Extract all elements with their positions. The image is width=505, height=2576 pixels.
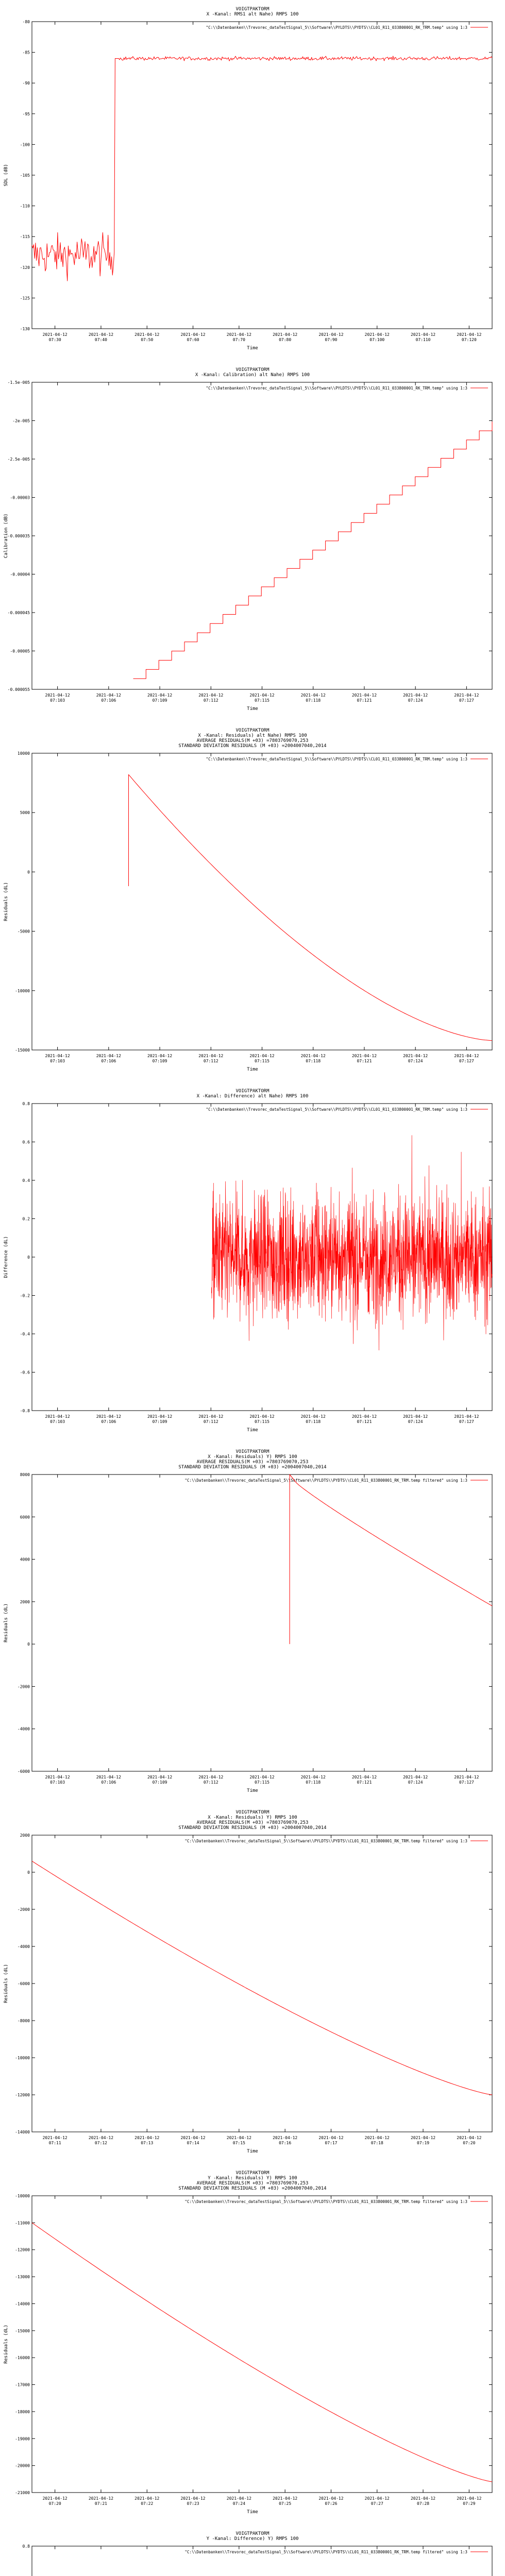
y-tick-label: 0 [27,870,30,875]
x-tick-label: 07:15 [232,2141,245,2145]
x-tick-label: 2021-04-12 [403,693,428,698]
x-tick-label: 2021-04-12 [134,2136,160,2140]
x-tick-label: 2021-04-12 [410,2496,436,2501]
x-tick-label: 07:127 [459,1419,474,1424]
y-tick-label: 0.8 [22,2544,30,2549]
x-tick-label: 07:50 [141,337,154,342]
y-tick-label: 0.4 [22,1178,30,1183]
x-tick-label: 07:20 [463,2141,476,2145]
y-axis-label: Residuals (dL) [4,1964,9,2003]
x-tick-label: 07:118 [306,698,321,703]
x-tick-label: 07:60 [187,337,199,342]
x-tick-label: 2021-04-12 [454,1775,479,1780]
legend-entry: "C:\\Datenbanken\\Trevorec_dataTestSignal_5\\Software\\PYLDTS\\PYDTS\\CL01_R11_033800001_RK_TRM.temp filtered" using 1:3 [184,2199,467,2204]
chart-panel-4 [4,1089,492,1433]
y-axis-label: SDL (dB) [4,164,9,187]
x-tick-label: 07:115 [255,1059,270,1063]
chart-title-line: X -Kanal: Residuals) Y) RMPS 100 [208,1815,297,1820]
chart-panel-8 [4,2531,492,2576]
chart-title-line: X -Kanal: Residuals) Y) RMPS 100 [208,1454,297,1460]
x-tick-label: 07:21 [94,2501,107,2506]
x-tick-label: 07:115 [255,1419,270,1424]
x-tick-label: 07:121 [357,1419,372,1424]
x-tick-label: 2021-04-12 [96,1054,121,1058]
x-tick-label: 07:25 [279,2501,292,2506]
legend-entry: "C:\\Datenbanken\\Trevorec_dataTestSignal_5\\Software\\PYLDTS\\PYDTS\\CL01_R11_033800001_RK_TRM.temp" using 1:3 [206,757,467,761]
y-tick-label: -14000 [15,2130,30,2134]
y-tick-label: 0 [27,1255,30,1260]
x-axis-label: Time [247,2149,258,2154]
chart-panel-5 [4,1449,492,1793]
x-tick-label: 07:40 [94,337,107,342]
x-tick-label: 2021-04-12 [134,2496,160,2501]
y-tick-label: -17000 [15,2382,30,2387]
y-tick-label: 0.6 [22,1140,30,1145]
y-tick-label: 0 [27,1642,30,1647]
x-tick-label: 2021-04-12 [351,1414,377,1419]
y-tick-label: -13000 [15,2275,30,2280]
y-tick-label: -4000 [17,1726,30,1732]
x-tick-label: 2021-04-12 [147,1414,173,1419]
chart-title-line: STANDARD DEVIATION RESIDUALS (M +03) =2004007040,2014 [178,1825,327,1831]
chart-title-line: X -Kanal: RMS1 alt Nahe) RMPS 100 [206,12,299,17]
x-tick-label: 2021-04-12 [45,693,70,698]
plot-frame [32,382,492,689]
x-tick-label: 07:109 [152,1780,167,1785]
x-tick-label: 2021-04-12 [351,693,377,698]
x-tick-label: 07:27 [371,2501,383,2506]
y-tick-label: -12000 [15,2093,30,2097]
y-tick-label: -0.00004 [10,572,30,577]
x-tick-label: 2021-04-12 [96,1775,121,1780]
legend-entry: "C:\\Datenbanken\\Trevorec_dataTestSignal_5\\Software\\PYLDTS\\PYDTS\\CL01_R11_033800001_RK_TRM.temp" using 1:3 [206,1107,467,1112]
series-line [290,1475,492,1644]
x-tick-label: 07:19 [417,2141,430,2145]
y-tick-label: -130 [20,327,30,331]
y-tick-label: -15000 [15,1048,30,1053]
x-tick-label: 07:118 [306,1780,321,1785]
x-tick-label: 07:106 [101,1419,116,1424]
y-tick-label: -14000 [15,2301,30,2307]
x-tick-label: 07:112 [203,698,218,703]
x-tick-label: 2021-04-12 [45,1414,70,1419]
y-tick-label: -15000 [15,2328,30,2333]
x-tick-label: 07:118 [306,1059,321,1063]
chart-panel-2 [4,367,492,711]
x-tick-label: 2021-04-12 [410,332,436,337]
y-tick-label: -100 [20,142,30,147]
y-tick-label: -0.2 [20,1293,30,1298]
x-tick-label: 2021-04-12 [96,693,121,698]
chart-title-line: STANDARD DEVIATION RESIDUALS (M +03) =2004007040,2014 [178,2186,327,2191]
y-tick-label: -80 [22,20,30,24]
x-tick-label: 07:103 [50,698,65,703]
chart-title-line: STANDARD DEVIATION RESIDUALS (M +03) =2004007040,2014 [178,743,327,749]
plot-frame [32,1475,492,1771]
series-line [129,775,493,1041]
series-line [32,1861,492,2095]
y-tick-label: 4000 [20,1557,30,1562]
x-tick-label: 07:124 [408,1780,423,1785]
x-axis-label: Time [247,346,258,351]
x-tick-label: 07:103 [50,1419,65,1424]
x-tick-label: 07:106 [101,1059,116,1063]
x-tick-label: 2021-04-12 [364,2136,390,2140]
x-tick-label: 07:16 [279,2141,292,2145]
x-tick-label: 07:100 [369,337,385,342]
x-tick-label: 2021-04-12 [318,2136,344,2140]
chart-title-line: VOIGTPAKTORM [235,1810,270,1815]
chart-title-line: VOIGTPAKTORM [235,367,270,372]
x-tick-label: 2021-04-12 [226,2496,251,2501]
legend-entry: "C:\\Datenbanken\\Trevorec_dataTestSignal_5\\Software\\PYLDTS\\PYDTS\\CL01_R11_033800001_RK_TRM.temp filtered" using 1:3 [184,1478,467,1483]
x-tick-label: 07:124 [408,698,423,703]
x-tick-label: 07:22 [141,2501,154,2506]
y-axis-label: Residuals (dL) [4,882,9,921]
x-tick-label: 07:120 [461,337,477,342]
x-tick-label: 2021-04-12 [457,2136,482,2140]
y-tick-label: 5000 [20,810,30,816]
y-tick-label: -125 [20,296,30,301]
plot-frame [32,2196,492,2493]
x-tick-label: 07:109 [152,1059,167,1063]
x-axis-label: Time [247,1788,258,1793]
y-tick-label: -12000 [15,2247,30,2252]
chart-title-line: AVERAGE RESIDUALS(M +03) =7803769070,253 [196,1820,309,1825]
chart-panel-6 [4,1810,492,2154]
y-tick-label: -105 [20,173,30,178]
y-tick-label: -85 [22,50,30,55]
y-tick-label: -6000 [17,1769,30,1774]
x-tick-label: 07:121 [357,1780,372,1785]
x-tick-label: 07:28 [417,2501,430,2506]
legend-entry: "C:\\Datenbanken\\Trevorec_dataTestSignal_5\\Software\\PYLDTS\\PYDTS\\CL01_R11_033800001_RK_TRM.temp filtered" using 1:3 [184,1839,467,1843]
y-tick-label: 6000 [20,1515,30,1520]
x-tick-label: 07:80 [279,337,292,342]
x-tick-label: 07:127 [459,698,474,703]
y-tick-label: 0.8 [22,1101,30,1106]
x-tick-label: 2021-04-12 [42,2496,68,2501]
series-line [32,56,492,281]
x-tick-label: 2021-04-12 [351,1775,377,1780]
y-tick-label: 2000 [20,1599,30,1604]
x-tick-label: 07:112 [203,1780,218,1785]
x-tick-label: 2021-04-12 [198,1414,224,1419]
x-tick-label: 07:121 [357,1059,372,1063]
y-tick-label: -0.000035 [7,534,30,538]
y-tick-label: -2.5e-005 [7,457,30,462]
y-tick-label: 10000 [17,751,30,756]
chart-panel-1 [4,7,492,351]
x-tick-label: 07:90 [325,337,338,342]
chart-title-line: VOIGTPAKTORM [235,2531,270,2536]
x-tick-label: 07:13 [141,2141,154,2145]
y-tick-label: -1.5e-005 [7,380,30,385]
chart-title-line: STANDARD DEVIATION RESIDUALS (M +03) =2004007040,2014 [178,1465,327,1470]
x-tick-label: 07:20 [48,2501,61,2506]
y-tick-label: -10000 [15,988,30,993]
y-tick-label: -10000 [15,2056,30,2060]
x-tick-label: 2021-04-12 [147,1775,173,1780]
y-tick-label: -0.4 [20,1332,30,1336]
y-tick-label: -6000 [17,1981,30,1986]
x-tick-label: 2021-04-12 [198,693,224,698]
chart-title-line: AVERAGE RESIDUALS(M +03) =7803769070,253 [196,1460,309,1465]
chart-title-line: VOIGTPAKTORM [235,1089,270,1094]
x-tick-label: 07:18 [371,2141,383,2145]
chart-panel-7 [4,2171,492,2515]
x-tick-label: 07:118 [306,1419,321,1424]
x-tick-label: 2021-04-12 [226,332,251,337]
x-tick-label: 07:12 [94,2141,107,2145]
x-tick-label: 2021-04-12 [96,1414,121,1419]
x-tick-label: 07:115 [255,1780,270,1785]
y-tick-label: -115 [20,234,30,240]
x-tick-label: 2021-04-12 [249,1414,275,1419]
x-tick-label: 07:124 [408,1059,423,1063]
chart-title-line: VOIGTPAKTORM [235,7,270,12]
x-tick-label: 07:109 [152,698,167,703]
y-axis-label: Residuals (dL) [4,2325,9,2364]
x-tick-label: 2021-04-12 [300,693,326,698]
y-tick-label: -20000 [15,2463,30,2468]
y-axis-label: Residuals (dL) [4,1603,9,1642]
x-tick-label: 07:112 [203,1419,218,1424]
x-tick-label: 2021-04-12 [457,2496,482,2501]
x-tick-label: 2021-04-12 [147,1054,173,1058]
y-tick-label: -21000 [15,2490,30,2495]
x-tick-label: 2021-04-12 [180,332,206,337]
chart-title-line: VOIGTPAKTORM [235,1449,270,1454]
x-tick-label: 2021-04-12 [249,1775,275,1780]
x-tick-label: 07:110 [415,337,431,342]
chart-title-line: X -Kanal: Difference) alt Nahe) RMPS 100 [196,1094,309,1099]
x-tick-label: 2021-04-12 [273,2136,298,2140]
chart-title-line: X -Kanal: Calibration) alt Nahe) RMPS 100 [195,372,310,378]
x-tick-label: 07:17 [325,2141,338,2145]
x-tick-label: 2021-04-12 [457,332,482,337]
x-tick-label: 2021-04-12 [300,1414,326,1419]
y-tick-label: -110 [20,204,30,209]
x-tick-label: 2021-04-12 [42,2136,68,2140]
x-axis-label: Time [247,1067,258,1072]
x-tick-label: 2021-04-12 [45,1054,70,1058]
y-tick-label: -0.000055 [7,687,30,692]
chart-title-line: AVERAGE RESIDUALS(M +03) =7803769070,253 [196,738,309,743]
x-tick-label: 07:103 [50,1780,65,1785]
y-axis-label: Difference (dL) [4,1236,9,1278]
chart-title-line: X -Kanal: Residuals) alt Nahe) RMPS 100 [198,733,307,738]
x-tick-label: 2021-04-12 [403,1054,428,1058]
x-tick-label: 2021-04-12 [134,332,160,337]
x-tick-label: 2021-04-12 [351,1054,377,1058]
x-tick-label: 2021-04-12 [42,332,68,337]
y-tick-label: -18000 [15,2409,30,2414]
x-tick-label: 2021-04-12 [403,1775,428,1780]
x-tick-label: 07:112 [203,1059,218,1063]
y-tick-label: -16000 [15,2355,30,2361]
x-tick-label: 2021-04-12 [300,1775,326,1780]
x-tick-label: 07:109 [152,1419,167,1424]
y-tick-label: -0.00003 [10,495,30,500]
x-tick-label: 2021-04-12 [318,2496,344,2501]
x-tick-label: 2021-04-12 [88,332,114,337]
x-tick-label: 07:127 [459,1780,474,1785]
y-tick-label: -0.6 [20,1370,30,1375]
y-tick-label: 0.2 [22,1216,30,1222]
y-tick-label: -2e-005 [12,418,30,423]
chart-title-line: AVERAGE RESIDUALS(M +03) =7803769070,253 [196,2181,309,2186]
x-tick-label: 2021-04-12 [198,1775,224,1780]
legend-entry: "C:\\Datenbanken\\Trevorec_dataTestSignal_5\\Software\\PYLDTS\\PYDTS\\CL01_R11_033800001_RK_TRM.temp filtered" using 1:3 [184,2550,467,2554]
y-tick-label: -90 [22,81,30,86]
plot-frame [32,753,492,1050]
chart-title-line: VOIGTPAKTORM [235,2171,270,2176]
y-tick-label: -5000 [17,929,30,934]
legend-entry: "C:\\Datenbanken\\Trevorec_dataTestSignal_5\\Software\\PYLDTS\\PYDTS\\CL01_R11_033800001_RK_TRM.temp" using 1:3 [206,25,467,30]
series-line [133,421,493,679]
x-tick-label: 2021-04-12 [180,2136,206,2140]
x-tick-label: 2021-04-12 [45,1775,70,1780]
x-tick-label: 07:11 [48,2141,61,2145]
y-tick-label: 2000 [20,1833,30,1838]
x-tick-label: 2021-04-12 [454,693,479,698]
chart-panel-3 [4,728,492,1072]
plot-frame [32,1835,492,2132]
x-tick-label: 2021-04-12 [410,2136,436,2140]
x-tick-label: 2021-04-12 [300,1054,326,1058]
x-tick-label: 2021-04-12 [147,693,173,698]
y-tick-label: -0.8 [20,1409,30,1413]
chart-title-line: VOIGTPAKTORM [235,728,270,733]
x-tick-label: 2021-04-12 [198,1054,224,1058]
x-tick-label: 2021-04-12 [454,1414,479,1419]
x-axis-label: Time [247,2510,258,2515]
plot-frame [32,22,492,329]
x-tick-label: 07:26 [325,2501,338,2506]
x-tick-label: 07:106 [101,698,116,703]
x-tick-label: 07:70 [232,337,245,342]
x-axis-label: Time [247,706,258,711]
x-tick-label: 2021-04-12 [364,2496,390,2501]
x-tick-label: 07:24 [232,2501,245,2506]
y-tick-label: 0 [27,1870,30,1875]
y-tick-label: -2000 [17,1684,30,1689]
x-tick-label: 07:14 [187,2141,199,2145]
chart-title-line: Y -Kanal: Residuals) Y) RMPS 100 [208,2176,297,2181]
x-tick-label: 2021-04-12 [249,693,275,698]
chart-title-line: Y -Kanal: Difference) Y) RMPS 100 [206,2536,299,2541]
series-line [211,1136,492,1350]
y-tick-label: -4000 [17,1944,30,1949]
x-tick-label: 2021-04-12 [318,332,344,337]
y-axis-label: Calibration (dB) [4,513,9,558]
x-tick-label: 2021-04-12 [403,1414,428,1419]
x-tick-label: 07:30 [48,337,61,342]
x-tick-label: 2021-04-12 [180,2496,206,2501]
y-tick-label: -0.00005 [10,649,30,654]
x-tick-label: 07:23 [187,2501,199,2506]
legend-entry: "C:\\Datenbanken\\Trevorec_dataTestSignal_5\\Software\\PYLDTS\\PYDTS\\CL01_R11_033800001_RK_TRM.temp" using 1:3 [206,386,467,391]
x-tick-label: 2021-04-12 [273,2496,298,2501]
y-tick-label: -2000 [17,1907,30,1912]
x-tick-label: 2021-04-12 [88,2496,114,2501]
x-tick-label: 07:29 [463,2501,476,2506]
x-tick-label: 2021-04-12 [88,2136,114,2140]
x-tick-label: 07:115 [255,698,270,703]
x-tick-label: 07:124 [408,1419,423,1424]
series-line [32,2223,492,2482]
x-tick-label: 07:127 [459,1059,474,1063]
x-tick-label: 07:106 [101,1780,116,1785]
y-tick-label: -0.000045 [7,611,30,615]
y-tick-label: -95 [22,111,30,116]
y-tick-label: -8000 [17,2019,30,2023]
x-tick-label: 2021-04-12 [249,1054,275,1058]
x-tick-label: 07:121 [357,698,372,703]
x-tick-label: 07:103 [50,1059,65,1063]
y-tick-label: -120 [20,265,30,270]
x-tick-label: 2021-04-12 [364,332,390,337]
y-tick-label: -10000 [15,2194,30,2198]
x-tick-label: 2021-04-12 [454,1054,479,1058]
y-tick-label: 8000 [20,1472,30,1477]
x-axis-label: Time [247,1428,258,1433]
y-tick-label: -19000 [15,2436,30,2442]
y-tick-label: -11000 [15,2221,30,2226]
x-tick-label: 2021-04-12 [273,332,298,337]
x-tick-label: 2021-04-12 [226,2136,251,2140]
